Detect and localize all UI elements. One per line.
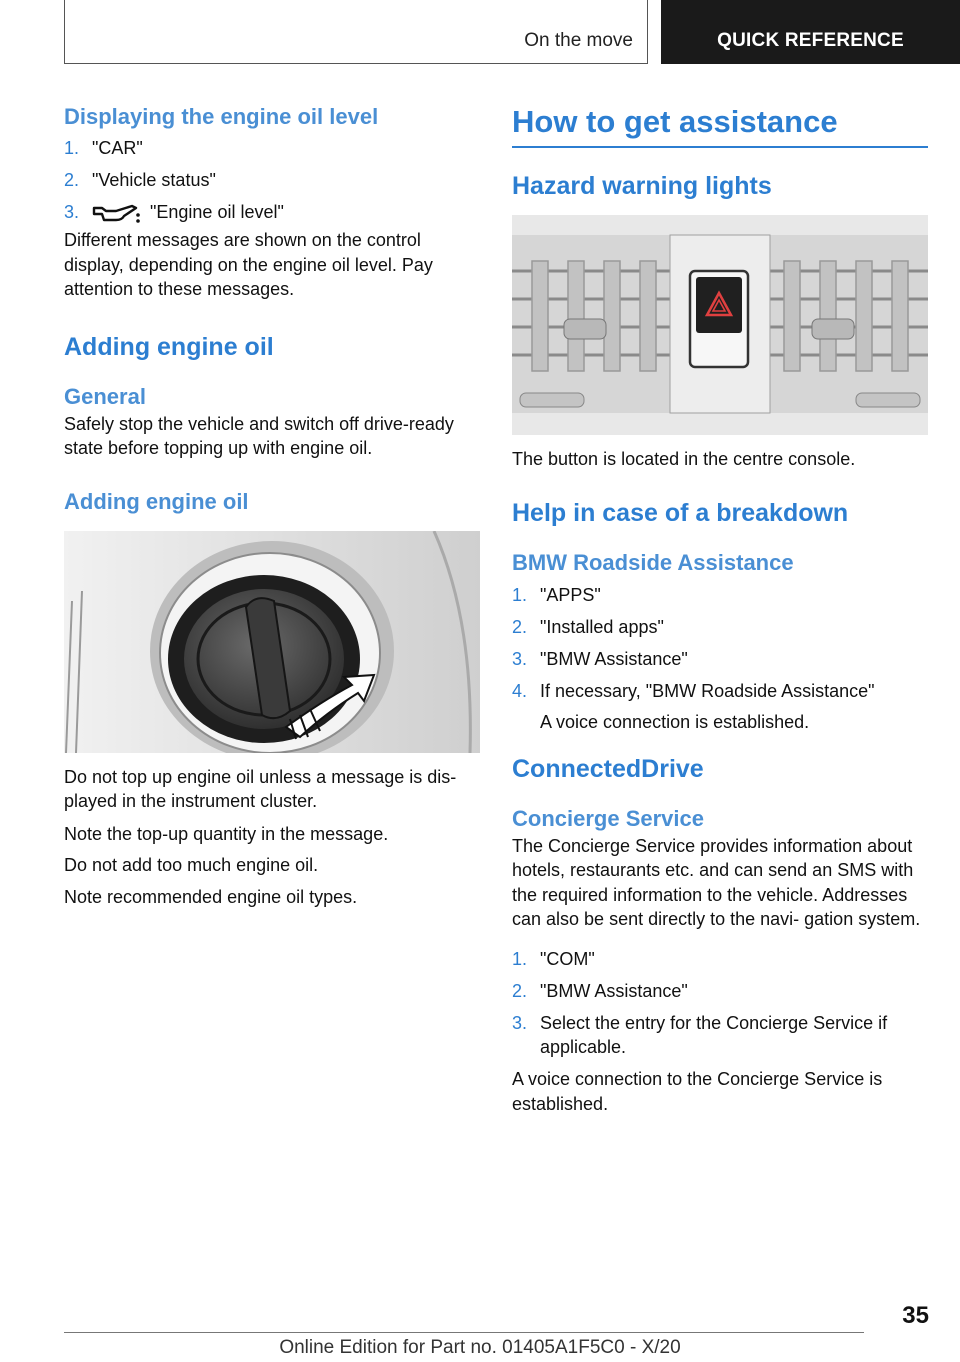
header-section-title: On the move bbox=[524, 30, 633, 51]
right-column bbox=[512, 100, 928, 1116]
assistance-heading: How to get assistance bbox=[512, 100, 928, 148]
roadside-heading: BMW Roadside Assistance bbox=[512, 549, 794, 575]
list-item-note: A voice connection is established. bbox=[540, 712, 810, 732]
note-item: Do not top up engine oil unless a message is dis‐ played in the instrument cluster. bbox=[64, 766, 457, 811]
breakdown-heading: Help in case of a breakdown bbox=[512, 498, 849, 527]
header-tab-quick-reference[interactable] bbox=[661, 0, 960, 64]
header-section-box bbox=[64, 0, 648, 64]
page-number: 35 bbox=[902, 1302, 929, 1329]
general-body: Safely stop the vehicle and switch off drive-ready state before topping up with engine oil. bbox=[64, 413, 454, 458]
concierge-body: The Concierge Service provides information about hotels, restaurants etc. and can send an SMS with the required information to the vehicle. Addresses can also be sent directly to the navi‐ gation system. bbox=[512, 835, 921, 929]
adding-oil-heading: Adding engine oil bbox=[64, 332, 274, 361]
connecteddrive-heading: ConnectedDrive bbox=[512, 754, 704, 783]
list-item: 2. "Installed apps" bbox=[512, 616, 664, 637]
header-tab-label: QUICK REFERENCE bbox=[717, 30, 904, 51]
oil-level-steps bbox=[64, 136, 480, 225]
note-item: Note the top-up quantity in the message. bbox=[64, 823, 389, 844]
roadside-steps bbox=[512, 583, 928, 735]
hazard-button-image bbox=[512, 215, 928, 435]
list-item: 1. "COM" bbox=[512, 948, 595, 969]
concierge-closing: A voice connection to the Concierge Service is established. bbox=[512, 1069, 883, 1114]
oil-filler-cap-image bbox=[64, 531, 480, 753]
concierge-steps bbox=[512, 947, 928, 1060]
adding-oil-notes bbox=[64, 765, 480, 910]
list-item: 3. Select the entry for the Concierge Service if applicable. bbox=[512, 1012, 888, 1057]
note-item: Do not add too much engine oil. bbox=[64, 855, 319, 875]
list-item: 1. "APPS" bbox=[512, 584, 601, 605]
list-item: 3. "BMW Assistance" bbox=[512, 648, 688, 669]
list-item: 3. "Engine oil level" bbox=[64, 200, 480, 225]
footer-edition: Online Edition for Part no. 01405A1F5C0 - X/20 bbox=[279, 1337, 681, 1358]
list-item: 4. If necessary, "BMW Roadside Assistance" A voice connection is established. bbox=[512, 679, 928, 735]
oil-level-heading: Displaying the engine oil level bbox=[64, 104, 379, 129]
concierge-heading: Concierge Service bbox=[512, 805, 704, 831]
list-item: 1. "CAR" bbox=[64, 138, 143, 158]
left-column bbox=[64, 100, 480, 909]
engine-oil-icon bbox=[92, 202, 142, 224]
hazard-heading: Hazard warning lights bbox=[512, 172, 772, 200]
list-item: 2. "BMW Assistance" bbox=[512, 980, 688, 1001]
note-item: Note recommended engine oil types. bbox=[64, 886, 358, 907]
hazard-body: The button is located in the centre console. bbox=[512, 449, 856, 469]
adding-oil-subheading: Adding engine oil bbox=[64, 488, 249, 514]
general-heading: General bbox=[64, 383, 146, 409]
oil-level-body: Different messages are shown on the control display, depending on the engine oil level. Pay attention to these messages. bbox=[64, 230, 433, 299]
footer-divider bbox=[64, 1332, 864, 1333]
list-item: 2. "Vehicle status" bbox=[64, 170, 216, 190]
